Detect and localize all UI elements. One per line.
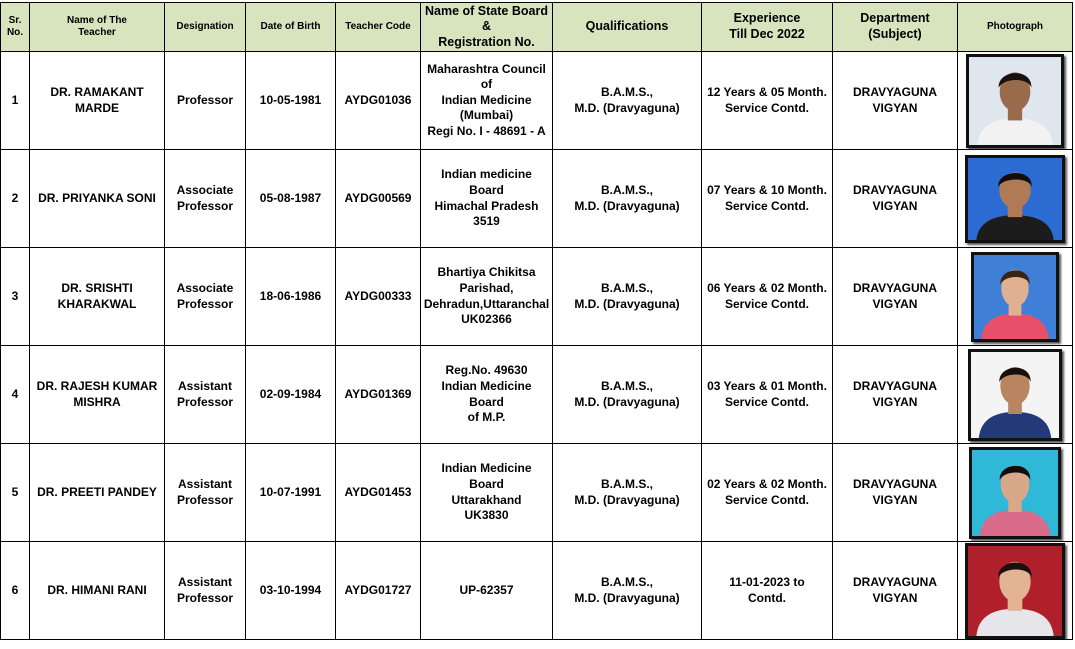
header-experience: [702, 3, 833, 52]
board-line: Regi No. I - 48691 - A: [427, 123, 546, 138]
name-line: MARDE: [75, 100, 119, 115]
experience-cell: [702, 150, 833, 248]
portrait-image: [969, 57, 1061, 145]
sr-no-cell: 5: [1, 444, 30, 542]
experience-cell: [702, 346, 833, 444]
name-line: DR. SRISHTI: [61, 280, 133, 295]
teacher-name-cell: [30, 444, 165, 542]
header-department-line: (Subject): [868, 27, 922, 41]
board-line: of M.P.: [467, 410, 506, 425]
photograph-cell: [958, 52, 1073, 150]
teacher-photo: [971, 252, 1059, 342]
header-experience-line: Experience: [733, 11, 801, 26]
department-line: DRAVYAGUNA: [852, 84, 937, 99]
photograph-cell: [958, 346, 1073, 444]
dob-cell: 03-10-1994: [246, 542, 336, 640]
dob-cell: 02-09-1984: [246, 346, 336, 444]
experience-line: 07 Years & 10 Month.: [707, 182, 827, 197]
teacher-name-cell: [30, 248, 165, 346]
department-line: VIGYAN: [872, 590, 918, 605]
experience-line: Service Contd.: [724, 100, 810, 115]
dob-cell: 10-05-1981: [246, 52, 336, 150]
department-cell: [833, 52, 958, 150]
teacher-photo: [968, 349, 1062, 441]
header-sr-no: [1, 3, 30, 52]
qualifications-cell: [553, 150, 702, 248]
designation-line: Professor: [176, 394, 234, 409]
qualifications-line: M.D. (Dravyaguna): [574, 100, 680, 115]
header-board-line: Registration No.: [438, 34, 535, 49]
board-line: Parishad,: [459, 280, 514, 295]
header-row: [1, 3, 1073, 52]
name-line: DR. RAJESH KUMAR: [36, 378, 158, 393]
board-line: Indian Medicine: [441, 92, 532, 107]
designation-line: Professor: [176, 492, 234, 507]
table-row: [1, 52, 1073, 150]
teacher-photo: [966, 54, 1064, 148]
board-line: Indian Medicine Board: [441, 461, 532, 491]
board-line: Himachal Pradesh: [434, 198, 539, 213]
experience-line: 06 Years & 02 Month.: [707, 280, 827, 295]
photograph-cell: [958, 150, 1073, 248]
experience-line: Service Contd.: [724, 492, 810, 507]
teacher-code-cell: AYDG01453: [336, 444, 421, 542]
department-line: DRAVYAGUNA: [852, 280, 937, 295]
qualifications-line: B.A.M.S.,: [600, 378, 653, 393]
designation-line: Associate: [176, 182, 234, 197]
dob-cell: 18-06-1986: [246, 248, 336, 346]
teacher-name-cell: [30, 150, 165, 248]
experience-cell: [702, 542, 833, 640]
department-cell: [833, 542, 958, 640]
name-line: DR. HIMANI RANI: [47, 582, 147, 597]
header-name-line: Teacher: [78, 27, 116, 38]
board-line: 3519: [473, 214, 500, 229]
portrait-image: [974, 255, 1056, 339]
teacher-photo: [965, 155, 1065, 243]
experience-line: 02 Years & 02 Month.: [707, 476, 827, 491]
qualifications-cell: [553, 444, 702, 542]
teacher-photo: [965, 543, 1065, 639]
board-registration-cell: [421, 542, 553, 640]
photograph-cell: [958, 248, 1073, 346]
header-department: [833, 3, 958, 52]
faculty-table: [0, 2, 1073, 640]
sr-no-cell: 1: [1, 52, 30, 150]
table-row: [1, 542, 1073, 640]
designation-line: Professor: [176, 590, 234, 605]
photograph-cell: [958, 444, 1073, 542]
board-line: Bhartiya Chikitsa: [437, 265, 536, 280]
name-line: DR. PREETI PANDEY: [37, 484, 157, 499]
board-registration-cell: [421, 248, 553, 346]
header-dob: Date of Birth: [246, 3, 336, 52]
header-name: [30, 3, 165, 52]
designation-line: Associate: [176, 280, 234, 295]
header-sr-no-line: Sr.: [8, 14, 22, 26]
department-line: VIGYAN: [872, 296, 918, 311]
designation-cell: [165, 346, 246, 444]
qualifications-cell: [553, 52, 702, 150]
department-line: DRAVYAGUNA: [852, 574, 937, 589]
board-line: Dehradun,Uttaranchal: [423, 296, 550, 311]
table-row: [1, 150, 1073, 248]
qualifications-line: M.D. (Dravyaguna): [574, 198, 680, 213]
department-cell: [833, 248, 958, 346]
dob-cell: 10-07-1991: [246, 444, 336, 542]
qualifications-cell: [553, 542, 702, 640]
name-line: DR. RAMAKANT: [50, 84, 144, 99]
department-line: DRAVYAGUNA: [852, 182, 937, 197]
experience-line: Service Contd.: [724, 296, 810, 311]
header-teacher-code: Teacher Code: [336, 3, 421, 52]
header-name-line: Name of The: [66, 14, 127, 26]
qualifications-line: B.A.M.S.,: [600, 84, 653, 99]
designation-line: Assistant: [177, 378, 233, 393]
department-cell: [833, 150, 958, 248]
photograph-cell: [958, 542, 1073, 640]
experience-cell: [702, 248, 833, 346]
qualifications-line: M.D. (Dravyaguna): [574, 590, 680, 605]
sr-no-cell: 3: [1, 248, 30, 346]
designation-cell: [165, 542, 246, 640]
header-board: [421, 3, 553, 52]
portrait-image: [968, 546, 1062, 636]
department-cell: [833, 346, 958, 444]
teacher-code-cell: AYDG00333: [336, 248, 421, 346]
board-registration-cell: [421, 444, 553, 542]
portrait-image: [968, 158, 1062, 240]
header-qualifications: Qualifications: [553, 3, 702, 52]
qualifications-line: B.A.M.S.,: [600, 476, 653, 491]
header-board-line: Name of State Board &: [425, 3, 548, 34]
board-line: Reg.No. 49630: [445, 363, 528, 378]
board-registration-cell: [421, 150, 553, 248]
teacher-name-cell: [30, 52, 165, 150]
qualifications-line: M.D. (Dravyaguna): [574, 394, 680, 409]
teacher-code-cell: AYDG01369: [336, 346, 421, 444]
designation-cell: [165, 248, 246, 346]
experience-line: Service Contd.: [724, 394, 810, 409]
qualifications-cell: [553, 346, 702, 444]
department-line: VIGYAN: [872, 492, 918, 507]
board-line: Indian medicine Board: [441, 167, 532, 197]
teacher-name-cell: [30, 346, 165, 444]
qualifications-line: M.D. (Dravyaguna): [574, 296, 680, 311]
designation-line: Professor: [176, 92, 234, 107]
teacher-photo: [969, 447, 1061, 539]
designation-line: Professor: [176, 198, 234, 213]
experience-cell: [702, 444, 833, 542]
qualifications-line: B.A.M.S.,: [600, 574, 653, 589]
designation-line: Professor: [176, 296, 234, 311]
experience-cell: [702, 52, 833, 150]
header-designation: Designation: [165, 3, 246, 52]
teacher-code-cell: AYDG01727: [336, 542, 421, 640]
experience-line: Service Contd.: [724, 198, 810, 213]
designation-cell: [165, 150, 246, 248]
designation-line: Assistant: [177, 476, 233, 491]
name-line: DR. PRIYANKA SONI: [38, 190, 156, 205]
portrait-image: [971, 352, 1059, 438]
table-row: [1, 444, 1073, 542]
board-registration-cell: [421, 52, 553, 150]
qualifications-line: B.A.M.S.,: [600, 280, 653, 295]
experience-line: 12 Years & 05 Month.: [707, 84, 827, 99]
board-line: Indian Medicine Board: [441, 378, 532, 409]
header-experience-line: Till Dec 2022: [729, 27, 805, 41]
qualifications-cell: [553, 248, 702, 346]
experience-line: 11-01-2023 to: [729, 574, 805, 589]
qualifications-line: B.A.M.S.,: [600, 182, 653, 197]
board-registration-cell: [421, 346, 553, 444]
board-line: Uttarakhand: [451, 492, 522, 507]
name-line: MISHRA: [73, 394, 121, 409]
table-row: [1, 248, 1073, 346]
board-line: UP-62357: [459, 582, 514, 597]
department-line: VIGYAN: [872, 394, 918, 409]
sr-no-cell: 2: [1, 150, 30, 248]
department-line: DRAVYAGUNA: [852, 378, 937, 393]
sr-no-cell: 4: [1, 346, 30, 444]
table-body: [1, 52, 1073, 640]
department-line: VIGYAN: [872, 100, 918, 115]
experience-line: 03 Years & 01 Month.: [707, 378, 827, 393]
teacher-name-cell: [30, 542, 165, 640]
designation-cell: [165, 444, 246, 542]
header-photograph: Photograph: [958, 3, 1073, 52]
designation-cell: [165, 52, 246, 150]
portrait-image: [972, 450, 1058, 536]
board-line: UK02366: [461, 312, 512, 327]
department-cell: [833, 444, 958, 542]
department-line: DRAVYAGUNA: [852, 476, 937, 491]
board-line: (Mumbai): [459, 108, 514, 123]
department-line: VIGYAN: [872, 198, 918, 213]
designation-line: Assistant: [177, 574, 233, 589]
teacher-code-cell: AYDG01036: [336, 52, 421, 150]
qualifications-line: M.D. (Dravyaguna): [574, 492, 680, 507]
header-department-line: Department: [860, 11, 930, 26]
teacher-code-cell: AYDG00569: [336, 150, 421, 248]
table-row: [1, 346, 1073, 444]
board-line: Maharashtra Council of: [427, 61, 546, 92]
header-sr-no-line: No.: [6, 27, 24, 38]
experience-line: Contd.: [748, 590, 786, 605]
name-line: KHARAKWAL: [57, 296, 137, 311]
sr-no-cell: 6: [1, 542, 30, 640]
dob-cell: 05-08-1987: [246, 150, 336, 248]
board-line: UK3830: [464, 508, 509, 523]
